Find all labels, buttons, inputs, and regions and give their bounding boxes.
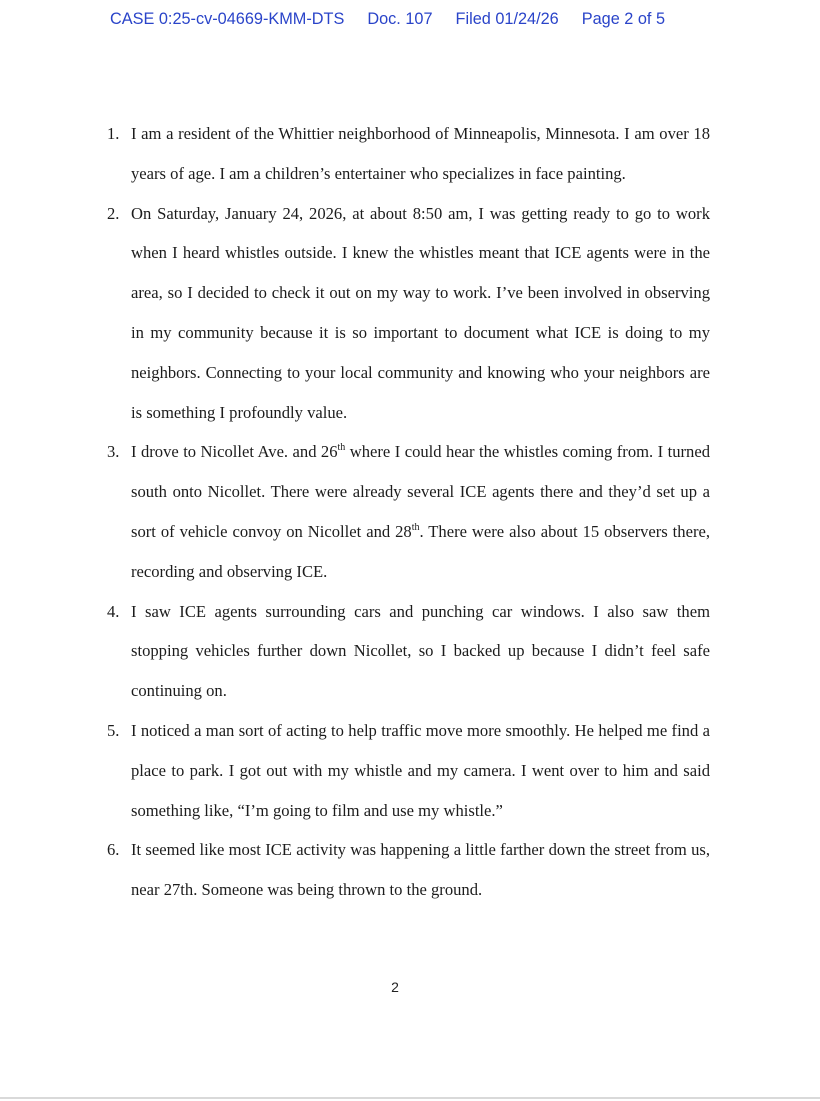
paragraph-number: 3.: [107, 442, 120, 462]
paragraph-number: 2.: [107, 203, 120, 223]
numbered-paragraph: [105, 830, 710, 910]
paragraph-number: 1.: [107, 124, 120, 143]
paragraph-text: [131, 721, 710, 820]
paragraph-text: [131, 840, 710, 899]
ordinal-superscript: th: [337, 442, 346, 454]
numbered-paragraph: [105, 711, 710, 830]
paragraph-text: [131, 442, 710, 580]
text-segment: . There were also about 15 observers there, recording and observing ICE.: [131, 521, 710, 581]
paragraph-number: 4.: [107, 601, 120, 621]
text-segment: I am a resident of the Whittier neighborhood of Minneapolis, Minnesota. I am over 18 years of age. I am a children’s entertainer who specializes in face painting.: [131, 124, 710, 183]
numbered-paragraph: [105, 432, 710, 591]
paragraph-text: [131, 602, 710, 701]
numbered-paragraph: [105, 114, 710, 194]
text-segment: On Saturday, January 24, 2026, at about 8:50 am, I was getting ready to go to work when I heard whistles outside. I knew the whistles meant that ICE agents were in the area, so I decided to check it out on my way to work. I’ve been involved in observing in my community because it is so important to document what ICE is doing to my neighbors. Connecting to your local community and knowing who your neighbors are is something I profoundly value.: [131, 203, 710, 422]
text-segment: I saw ICE agents surrounding cars and punching car windows. I also saw them stopping vehicles further down Nicollet, so I backed up because I didn’t feel safe continuing on.: [131, 601, 710, 701]
paragraph-text: [131, 204, 710, 422]
numbered-paragraph: [105, 194, 710, 433]
text-segment: It seemed like most ICE activity was happening a little farther down the street from us, near 27th. Someone was being thrown to the ground.: [131, 840, 710, 900]
numbered-paragraphs: [105, 114, 710, 910]
case-number: CASE 0:25-cv-04669-KMM-DTS: [110, 10, 345, 28]
filed-date: Filed 01/24/26: [455, 10, 559, 28]
page-bottom-divider: [0, 1097, 820, 1099]
page-number: 2: [391, 979, 399, 995]
document-number: Doc. 107: [367, 10, 433, 28]
text-segment: where I could hear the whistles coming from. I turned south onto Nicollet. There were already several ICE agents there and they’d set up a sort of vehicle convoy on Nicollet and 28: [131, 442, 710, 541]
ordinal-superscript: th: [411, 521, 420, 533]
page-indicator: Page 2 of 5: [581, 10, 666, 28]
text-segment: I noticed a man sort of acting to help traffic move more smoothly. He helped me find a place to park. I got out with my whistle and my camera. I went over to him and said something like, “I’m going to film and use my whistle.”: [131, 720, 710, 820]
text-segment: I drove to Nicollet Ave. and 26: [131, 442, 338, 462]
paragraph-number: 6.: [107, 840, 120, 860]
paragraph-text: [131, 124, 710, 183]
ecf-header: [110, 10, 665, 32]
paragraph-number: 5.: [107, 720, 120, 740]
numbered-paragraph: [105, 592, 710, 711]
